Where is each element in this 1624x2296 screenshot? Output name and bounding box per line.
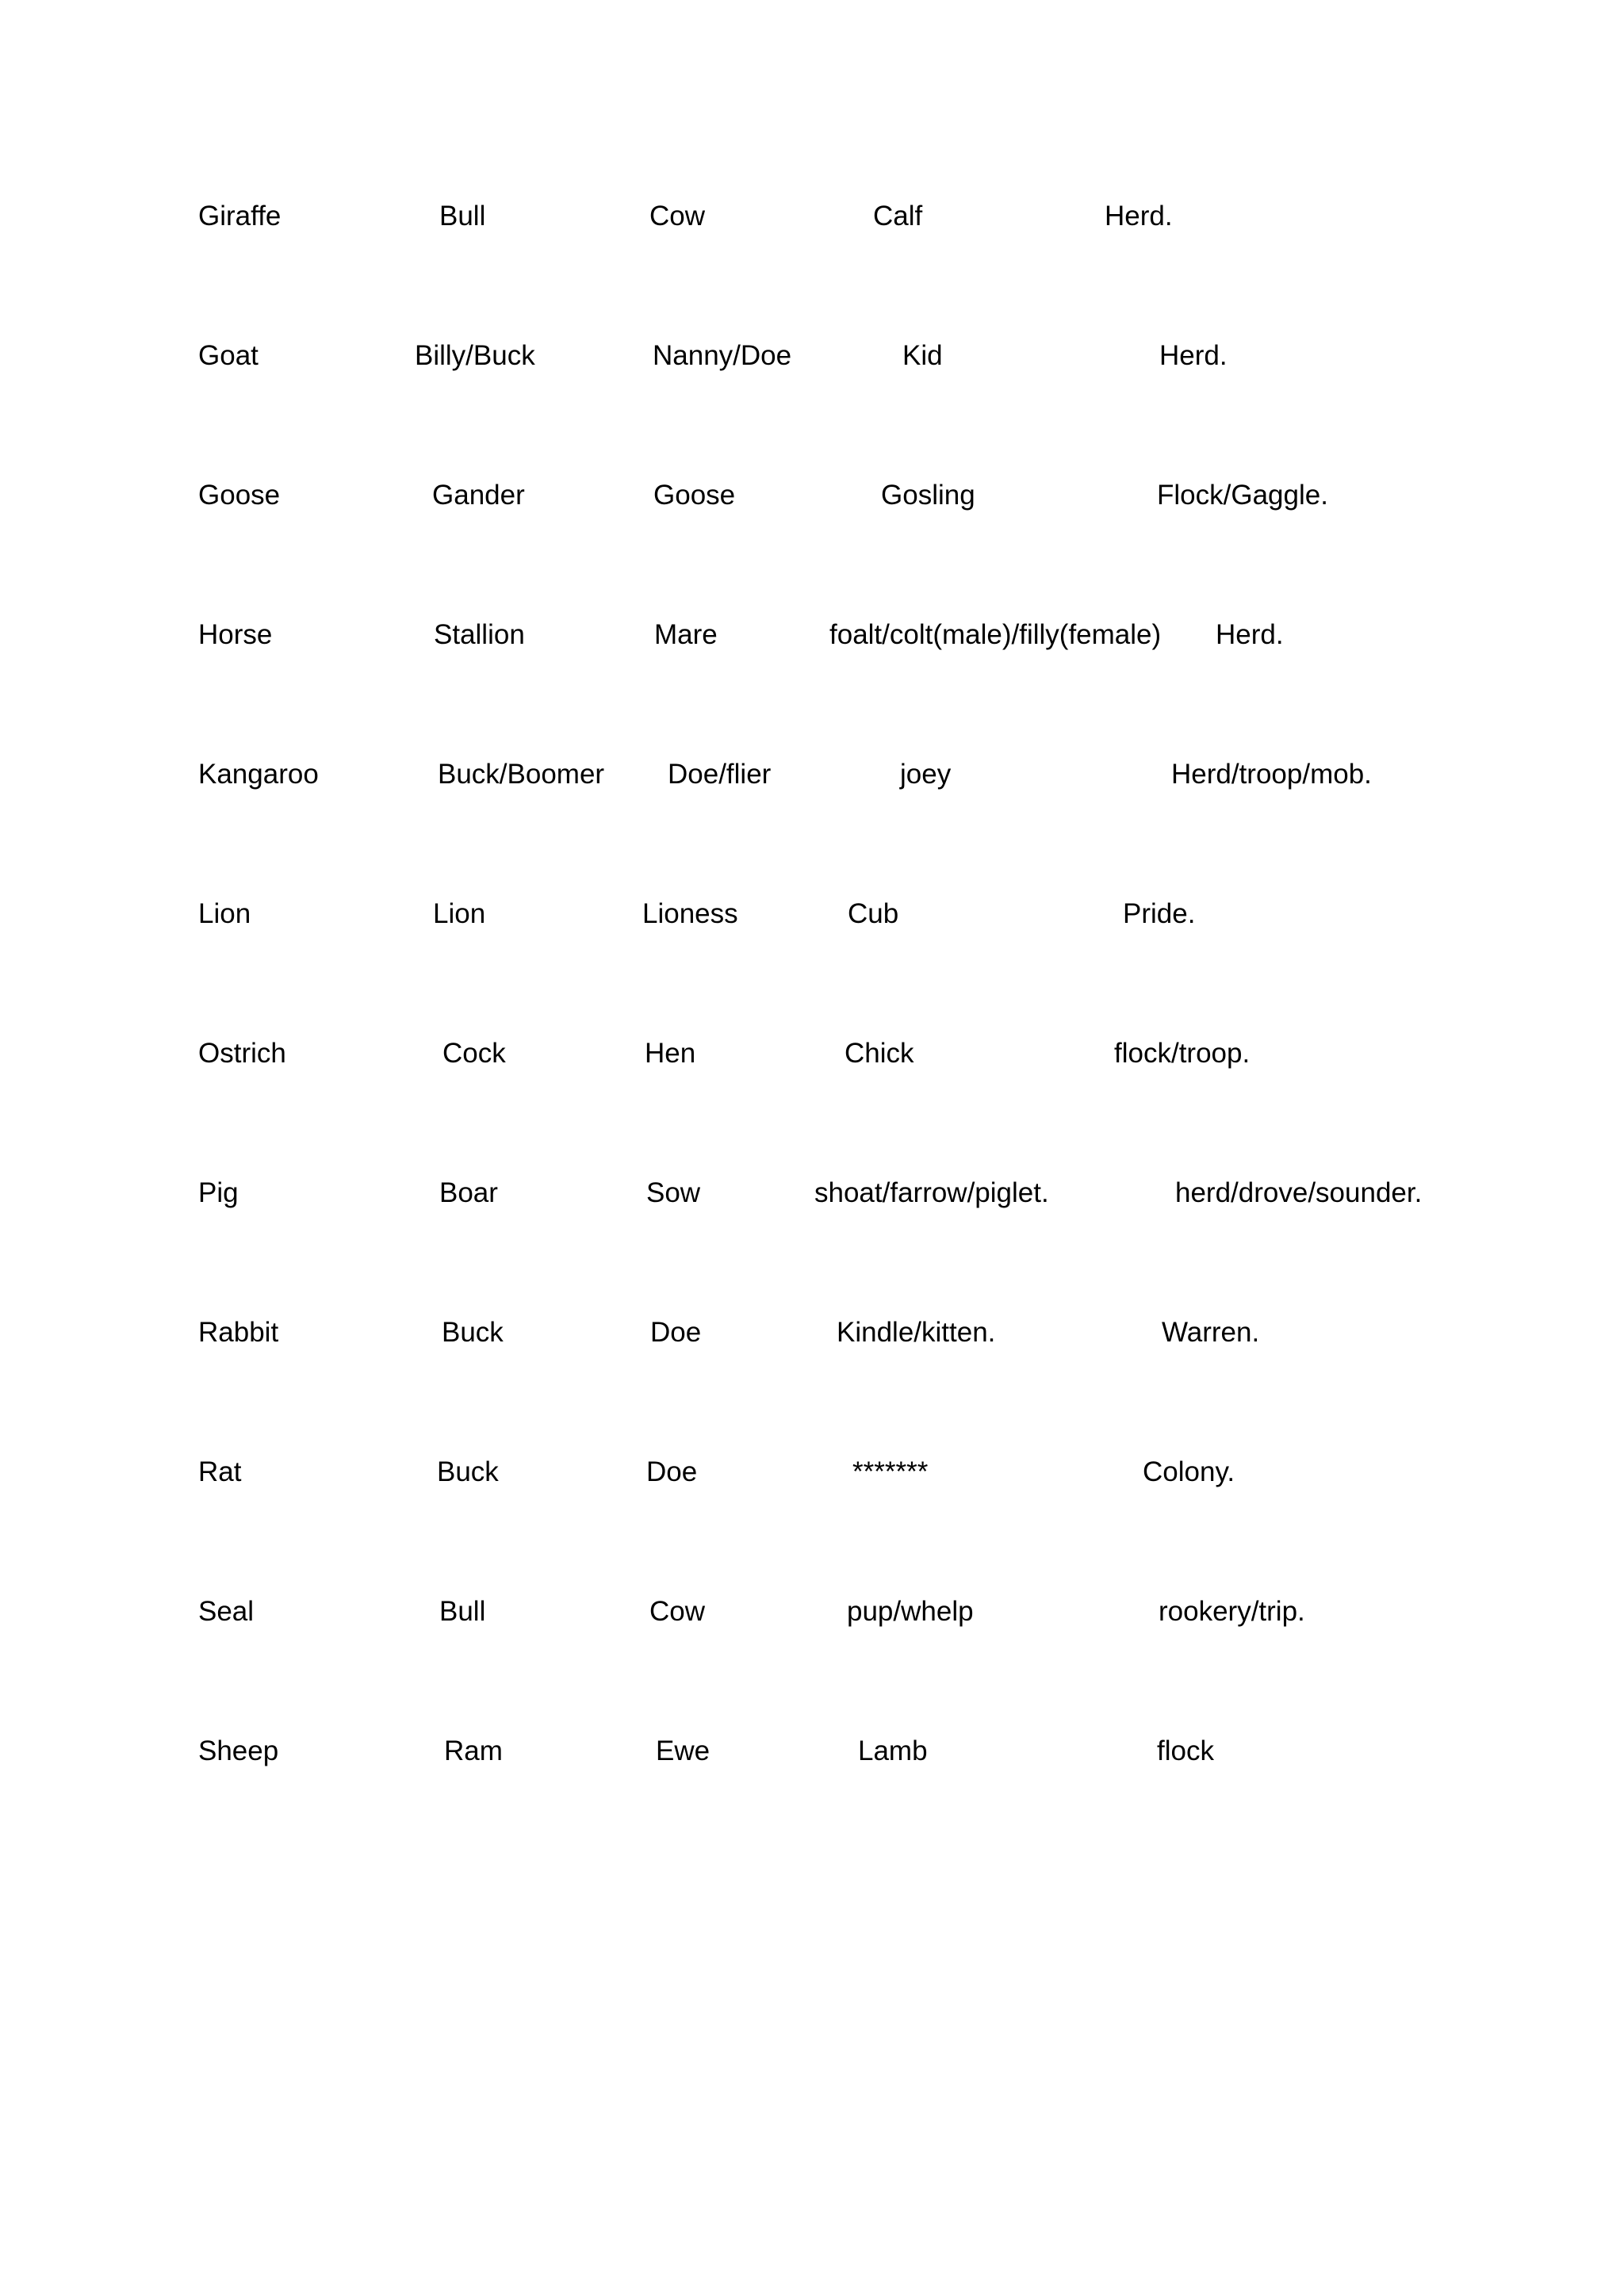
animal-name: Sheep: [198, 1735, 279, 1766]
young-name: joey: [900, 759, 952, 790]
group-name: flock: [1157, 1735, 1214, 1766]
group-name: Herd.: [1216, 619, 1284, 650]
male-name: Bull: [439, 1596, 486, 1627]
male-name: Gander: [432, 480, 525, 511]
animal-name: Rabbit: [198, 1317, 279, 1348]
male-name: Cock: [442, 1038, 506, 1069]
young-name: *******: [852, 1456, 929, 1487]
male-name: Lion: [433, 898, 486, 929]
female-name: Goose: [653, 480, 736, 511]
male-name: Buck: [442, 1317, 504, 1348]
female-name: Doe: [650, 1317, 702, 1348]
table-row: [0, 751, 1624, 798]
female-name: Sow: [646, 1177, 701, 1208]
group-name: rookery/trip.: [1159, 1596, 1305, 1627]
female-name: Nanny/Doe: [653, 340, 792, 371]
animal-name: Horse: [198, 619, 273, 650]
animal-name: Pig: [198, 1177, 239, 1208]
young-name: Kid: [902, 340, 943, 371]
female-name: Hen: [645, 1038, 696, 1069]
group-name: flock/troop.: [1114, 1038, 1251, 1069]
group-name: Herd.: [1105, 201, 1173, 232]
young-name: Cub: [848, 898, 899, 929]
table-row: [0, 1030, 1624, 1077]
animal-name: Rat: [198, 1456, 242, 1487]
young-name: Lamb: [858, 1735, 928, 1766]
animal-name: Goose: [198, 480, 281, 511]
female-name: Lioness: [642, 898, 738, 929]
female-name: Ewe: [656, 1735, 710, 1766]
animal-name: Giraffe: [198, 201, 282, 232]
table-row: [0, 1169, 1624, 1217]
group-name: Pride.: [1123, 898, 1196, 929]
young-name: foalt/colt(male)/filly(female): [829, 619, 1162, 650]
animal-name: Ostrich: [198, 1038, 286, 1069]
young-name: Kindle/kitten.: [837, 1317, 996, 1348]
young-name: Gosling: [881, 480, 975, 511]
group-name: Herd.: [1159, 340, 1228, 371]
group-name: Flock/Gaggle.: [1157, 480, 1328, 511]
table-row: [0, 1448, 1624, 1496]
female-name: Doe/flier: [668, 759, 772, 790]
animal-name: Kangaroo: [198, 759, 319, 790]
female-name: Cow: [649, 201, 706, 232]
group-name: Warren.: [1162, 1317, 1260, 1348]
male-name: Billy/Buck: [415, 340, 535, 371]
table-row: [0, 1588, 1624, 1636]
table-row: [0, 1309, 1624, 1357]
animal-name: Goat: [198, 340, 259, 371]
female-name: Mare: [654, 619, 718, 650]
group-name: Colony.: [1143, 1456, 1235, 1487]
young-name: Chick: [845, 1038, 914, 1069]
table-row: [0, 890, 1624, 938]
young-name: pup/whelp: [847, 1596, 974, 1627]
table-row: [0, 611, 1624, 659]
table-row: [0, 332, 1624, 380]
male-name: Buck/Boomer: [438, 759, 605, 790]
male-name: Ram: [444, 1735, 503, 1766]
male-name: Boar: [439, 1177, 498, 1208]
young-name: Calf: [873, 201, 923, 232]
young-name: shoat/farrow/piglet.: [814, 1177, 1049, 1208]
female-name: Doe: [646, 1456, 698, 1487]
table-row: [0, 1728, 1624, 1775]
table-row: [0, 472, 1624, 519]
group-name: herd/drove/sounder.: [1175, 1177, 1423, 1208]
female-name: Cow: [649, 1596, 706, 1627]
male-name: Stallion: [434, 619, 525, 650]
animal-name: Lion: [198, 898, 251, 929]
group-name: Herd/troop/mob.: [1171, 759, 1372, 790]
table-row: [0, 193, 1624, 240]
animal-name: Seal: [198, 1596, 255, 1627]
male-name: Bull: [439, 201, 486, 232]
male-name: Buck: [437, 1456, 499, 1487]
